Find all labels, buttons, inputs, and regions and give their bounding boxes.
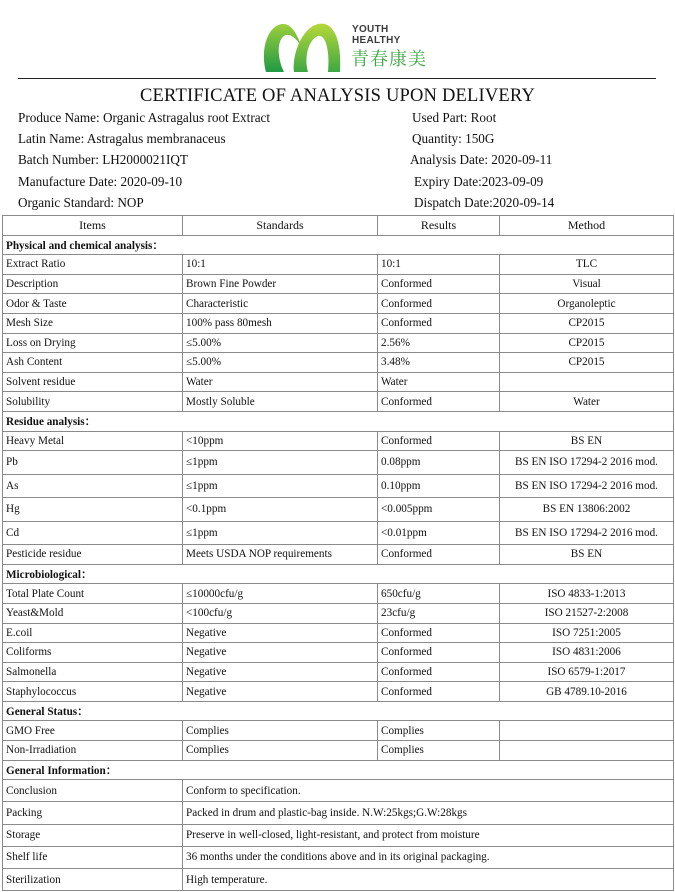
table-row [3,721,674,741]
standard-cell: Mostly Soluble [183,392,378,412]
table-row [3,662,674,682]
result-cell: Conformed [378,274,500,294]
document-title: CERTIFICATE OF ANALYSIS UPON DELIVERY [139,86,535,106]
column-header: Items [3,216,183,236]
standard-cell: Negative [183,643,378,663]
table-row [3,372,674,392]
table-row [3,474,674,498]
column-header: Method [500,216,674,236]
method-cell: CP2015 [500,353,674,373]
info-label-cell: Sterilization [3,869,183,891]
item-cell: As [3,474,183,498]
leaf-m-logo-icon [258,18,348,74]
result-cell: Conformed [378,643,500,663]
info-value-cell: Conform to specification. [183,780,674,802]
item-cell: E.coil [3,623,183,643]
table-row [3,545,674,565]
table-row [3,682,674,702]
result-cell: Complies [378,721,500,741]
method-cell: BS EN [500,431,674,451]
item-cell: Extract Ratio [3,255,183,275]
standard-cell: ≤1ppm [183,451,378,475]
item-cell: Non-Irradiation [3,741,183,761]
method-cell [500,741,674,761]
result-cell: Conformed [378,313,500,333]
item-cell: Staphylococcus [3,682,183,702]
section-heading: Residue analysis： [3,411,674,431]
item-cell: Solvent residue [3,372,183,392]
method-cell: Organoleptic [500,294,674,314]
table-row [3,451,674,475]
result-cell: <0.01ppm [378,521,500,545]
section-row [3,760,674,780]
standard-cell: Water [183,372,378,392]
table-row [3,869,674,891]
table-row [3,780,674,802]
brand-chinese: 青春康美 [351,49,427,70]
item-cell: Total Plate Count [3,584,183,604]
section-row [3,411,674,431]
standard-cell: 10:1 [183,255,378,275]
result-cell: 0.08ppm [378,451,500,475]
table-row [3,623,674,643]
result-cell: Conformed [378,294,500,314]
item-cell: Ash Content [3,353,183,373]
standard-cell: ≤5.00% [183,353,378,373]
batch-number: Batch Number: LH2000021IQT [18,152,188,167]
result-cell: Conformed [378,662,500,682]
table-row [3,431,674,451]
table-row [3,353,674,373]
section-row [3,564,674,584]
item-cell: Pesticide residue [3,545,183,565]
result-cell: Conformed [378,392,500,412]
table-row [3,294,674,314]
product-name: Produce Name: Organic Astragalus root Extract [18,110,271,125]
organic-standard: Organic Standard: NOP [18,195,144,210]
section-heading: Physical and chemical analysis： [3,235,674,255]
section-row [3,701,674,721]
result-cell: Conformed [378,623,500,643]
item-cell: Heavy Metal [3,431,183,451]
item-cell: Description [3,274,183,294]
standard-cell: 100% pass 80mesh [183,313,378,333]
result-cell: 3.48% [378,353,500,373]
item-cell: Salmonella [3,662,183,682]
header-divider [18,78,656,79]
table-row [3,313,674,333]
standard-cell: <0.1ppm [183,498,378,522]
dispatch-date: Dispatch Date:2020-09-14 [414,195,555,210]
expiry-date: Expiry Date:2023-09-09 [414,174,544,189]
item-cell: GMO Free [3,721,183,741]
method-cell: ISO 21527-2:2008 [500,603,674,623]
table-row [3,643,674,663]
method-cell: BS EN [500,545,674,565]
column-header: Standards [183,216,378,236]
standard-cell: ≤10000cfu/g [183,584,378,604]
item-cell: Hg [3,498,183,522]
standard-cell: Negative [183,623,378,643]
result-cell: Complies [378,741,500,761]
info-value-cell: 36 months under the conditions above and in its original packaging. [183,846,674,868]
item-cell: Pb [3,451,183,475]
standard-cell: Brown Fine Powder [183,274,378,294]
info-value-cell: Packed in drum and plastic-bag inside. N.W:25kgs;G.W:28kgs [183,802,674,824]
analysis-table-body [3,216,674,891]
standard-cell: Complies [183,741,378,761]
standard-cell: ≤5.00% [183,333,378,353]
quantity: Quantity: 150G [412,131,495,146]
method-cell: ISO 6579-1:2017 [500,662,674,682]
manufacture-date: Manufacture Date: 2020-09-10 [18,174,183,189]
result-cell: Conformed [378,545,500,565]
result-cell: Conformed [378,431,500,451]
result-cell: Water [378,372,500,392]
info-label-cell: Packing [3,802,183,824]
table-row [3,584,674,604]
table-row [3,333,674,353]
standard-cell: Negative [183,662,378,682]
item-cell: Odor & Taste [3,294,183,314]
brand-english: YOUTH HEALTHY [352,24,401,46]
method-cell: TLC [500,255,674,275]
method-cell [500,372,674,392]
info-label-cell: Storage [3,824,183,846]
method-cell: ISO 4831:2006 [500,643,674,663]
column-header: Results [378,216,500,236]
table-row [3,498,674,522]
table-row [3,274,674,294]
table-row [3,392,674,412]
company-logo [258,18,438,74]
table-row [3,521,674,545]
item-cell: Yeast&Mold [3,603,183,623]
result-cell: 650cfu/g [378,584,500,604]
info-label-cell: Shelf life [3,846,183,868]
table-row [3,802,674,824]
method-cell: CP2015 [500,313,674,333]
latin-name: Latin Name: Astragalus membranaceus [18,131,226,146]
table-row [3,603,674,623]
result-cell: <0.005ppm [378,498,500,522]
table-row [3,824,674,846]
method-cell: BS EN 13806:2002 [500,498,674,522]
section-heading: General Information： [3,760,674,780]
method-cell: BS EN ISO 17294-2 2016 mod. [500,474,674,498]
standard-cell: ≤1ppm [183,521,378,545]
analysis-table [2,215,674,891]
method-cell: GB 4789.10-2016 [500,682,674,702]
table-row [3,255,674,275]
standard-cell: Complies [183,721,378,741]
standard-cell: <100cfu/g [183,603,378,623]
method-cell: ISO 4833-1:2013 [500,584,674,604]
table-row [3,846,674,868]
method-cell [500,721,674,741]
analysis-date: Analysis Date: 2020-09-11 [410,152,553,167]
info-label-cell: Conclusion [3,780,183,802]
result-cell: 0.10ppm [378,474,500,498]
info-value-cell: High temperature. [183,869,674,891]
item-cell: Solubility [3,392,183,412]
section-row [3,235,674,255]
result-cell: 23cfu/g [378,603,500,623]
item-cell: Loss on Drying [3,333,183,353]
standard-cell: Meets USDA NOP requirements [183,545,378,565]
item-cell: Mesh Size [3,313,183,333]
result-cell: 10:1 [378,255,500,275]
table-header-row [3,216,674,236]
method-cell: Visual [500,274,674,294]
method-cell: BS EN ISO 17294-2 2016 mod. [500,521,674,545]
section-heading: Microbiological： [3,564,674,584]
table-row [3,741,674,761]
item-cell: Coliforms [3,643,183,663]
result-cell: Conformed [378,682,500,702]
section-heading: General Status： [3,701,674,721]
result-cell: 2.56% [378,333,500,353]
info-value-cell: Preserve in well-closed, light-resistant, and protect from moisture [183,824,674,846]
standard-cell: ≤1ppm [183,474,378,498]
method-cell: CP2015 [500,333,674,353]
item-cell: Cd [3,521,183,545]
standard-cell: Characteristic [183,294,378,314]
method-cell: Water [500,392,674,412]
standard-cell: <10ppm [183,431,378,451]
method-cell: ISO 7251:2005 [500,623,674,643]
used-part: Used Part: Root [412,110,497,125]
method-cell: BS EN ISO 17294-2 2016 mod. [500,451,674,475]
standard-cell: Negative [183,682,378,702]
